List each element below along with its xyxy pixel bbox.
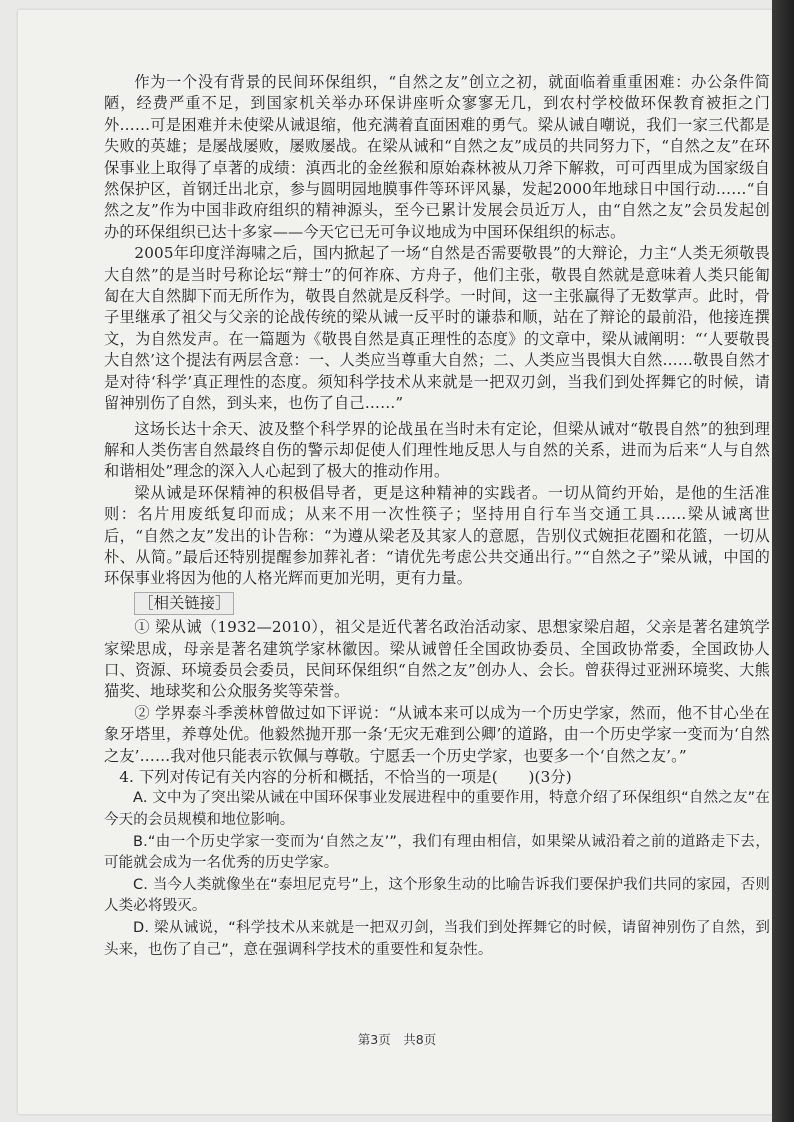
article-paragraph-1: 作为一个没有背景的民间环保组织，“自然之友”创立之初，就面临着重重困难：办公条件简陋，经费严重不足，到国家机关举办环保讲座听众寥寥无几，到农村学校做环保教育被拒之门外……可是困难并未使梁从诫退缩，他充满着直面困难的勇气。梁从诫自嘲说，我们一家三代都是失败的英雄；是屡战屡败，屡败屡战。在梁从诫和“自然之友”成员的共同努力下，“自然之友”在环保事业上取得了卓著的成绩：滇西北的金丝猴和原始森林被从刀斧下解救，可可西里成为国家级自然保护区，首钢迁出北京，参与圆明园地膜事件等环评风暴，发起2000年地球日中国行动……“自然之友”作为中国非政府组织的精神源头，至今已累计发展会员近万人，由“自然之友”会员发起创办的环保组织已达十多家——今天它已无可争议地成为中国环保组织的标志。 (104, 73, 770, 241)
exam-page (18, 10, 776, 1114)
related-link-item-1: ① 梁从诫（1932—2010），祖父是近代著名政治活动家、思想家梁启超，父亲是著名建筑学家梁思成，母亲是著名建筑学家林徽因。梁从诫曾任全国政协委员、全国政协常委，全国政协人口、资源、环境委员会委员，民间环保组织“自然之友”创办人、会长。曾获得过亚洲环境奖、大熊猫奖、地球奖和公众服务奖等荣誉。 (104, 618, 770, 701)
question-stem: 4. 下列对传记有关内容的分析和概括，不恰当的一项是( )(3分) (119, 768, 572, 786)
related-link-item-2: ② 学界泰斗季羡林曾做过如下评说：“从诫本来可以成为一个历史学家，然而，他不甘心坐在象牙塔里，养尊处优。他毅然抛开那一条‘无灾无难到公卿’的道路，由一个历史学家一变而为‘自然之友’……我对他只能表示钦佩与尊敬。宁愿丢一个历史学家，也要多一个‘自然之友’。” (104, 703, 770, 765)
option-c: C. 当今人类就像坐在“泰坦尼克号”上，这个形象生动的比喻告诉我们要保护我们共同的家园，否则人类必将毁灭。 (104, 876, 770, 915)
article-paragraph-3: 这场长达十余天、波及整个科学界的论战虽在当时未有定论，但梁从诫对“敬畏自然”的独到理解和人类伤害自然最终自伤的警示却促使人们理性地反思人与自然的关系，进而为后来“人与自然和谐相处”理念的深入人心起到了极大的推动作用。 (104, 419, 770, 481)
page-footer: 第3页 共8页 (357, 1032, 437, 1047)
related-links-tag: ［相关链接］ (134, 592, 234, 615)
page-content (104, 72, 770, 961)
option-a: A. 文中为了突出梁从诫在中国环保事业发展进程中的重要作用，特意介绍了环保组织“自然之友”在今天的会员规模和地位影响。 (104, 790, 770, 828)
related-links-header (104, 592, 770, 615)
article-paragraph-2: 2005年印度洋海啸之后，国内掀起了一场“自然是否需要敬畏”的大辩论，力主“人类无须敬畏大自然”的是当时号称论坛“辩士”的何祚庥、方舟子，他们主张，敬畏自然就是意味着人类只能匍匐在大自然脚下而无所作为，敬畏自然就是反科学。一时间，这一主张赢得了无数掌声。此时，骨子里继承了祖父与父亲的论战传统的梁从诫一反平时的谦恭和顺，站在了辩论的最前沿，他接连撰文，为自然发声。在一篇题为《敬畏自然是真正理性的态度》的文章中，梁从诫阐明：“‘人要敬畏大自然’这个提法有两层含意：一、人类应当尊重大自然；二、人类应当畏惧大自然……敬畏自然才是对待‘科学’真正理性的态度。须知科学技术从来就是一把双刃剑，当我们到处挥舞它的时候，请留神别伤了自然，到头来，也伤了自己……” (104, 244, 770, 413)
option-b: B.“由一个历史学家一变而为‘自然之友’”，我们有理由相信，如果梁从诫沿着之前的道路走下去，可能就会成为一名优秀的历史学家。 (104, 833, 770, 872)
scan-edge (772, 0, 794, 1122)
option-d: D. 梁从诫说，“科学技术从来就是一把双刃剑，当我们到处挥舞它的时候，请留神别伤了自然，到头来，也伤了自己”，意在强调科学技术的重要性和复杂性。 (104, 919, 770, 958)
article-paragraph-4: 梁从诫是环保精神的积极倡导者，更是这种精神的实践者。一切从简约开始，是他的生活准则：名片用废纸复印而成；从来不用一次性筷子；坚持用自行车当交通工具……梁从诫离世后，“自然之友”发出的讣告称：“为遵从梁老及其家人的意愿，告别仪式婉拒花圈和花篮，一切从朴、从简。”最后还特别提醒参加葬礼者：“请优先考虑公共交通出行。”“自然之子”梁从诫，中国的环保事业将因为他的人格光辉而更加光明，更有力量。 (104, 483, 770, 588)
